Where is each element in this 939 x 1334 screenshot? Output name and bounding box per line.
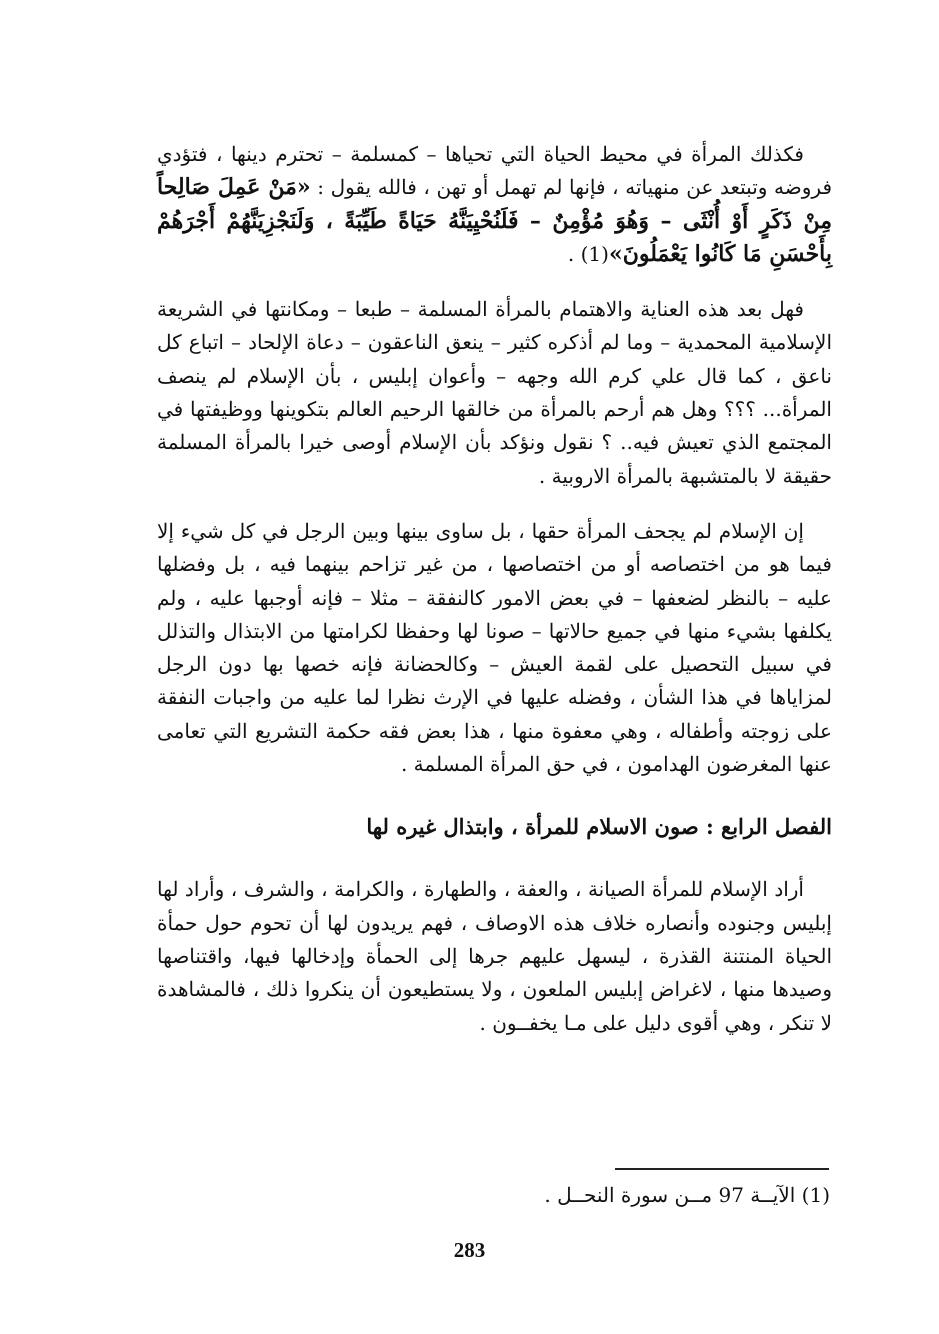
paragraph-4: أراد الإسلام للمرأة الصيانة ، والعفة ، والطهارة ، والكرامة ، والشرف ، وأراد لها إبليس وجنوده وأنصاره خلاف هذه الاوصاف ، فهم يريدون لها أن تحوم حول حمأة الحياة المنتنة القذرة ، ليسهل عليهم جرها إلى الحمأة وإدخالها فيها، واقتناصها وصيدها منها ، لاغراض إبليس الملعون ، ولا يستطيعون أن ينكروا ذلك ، فالمشاهدة لا تنكر ، وهي أقوى دليل على مـا يخفــون . (157, 877, 832, 1035)
main-text (157, 138, 832, 1040)
footnote-divider (615, 1168, 829, 1170)
paragraph-1-text: فكذلك المرأة في محيط الحياة التي تحياها – كمسلمة – تحترم دينها ، فتؤدي فروضه وتبتعد عن منهياته ، فإنها لم تهمل أو تهن ، فالله يقول : (157, 142, 832, 200)
paragraph-3: إن الإسلام لم يجحف المرأة حقها ، بل ساوى بينها وبين الرجل في كل شيء إلا فيما هو من اختصاصه أو من اختصاصها ، من غير تزاحم بينهما فيه ، بل وفضلها عليه – بالنظر لضعفها – في بعض الامور كالنفقة – مثلا – فإنه أوجبها عليه ، ولم يكلفها بشيء منها في جميع حالاتها – صونا لها وحفظا لكرامتها من الابتذال والتذلل في سبيل التحصيل على لقمة العيش – وكالحضانة فإنه خصها بها دون الرجل لمزاياها في هذا الشأن ، وفضله عليها في الإرث نظرا لما عليه من واجبات النفقة على زوجته وأطفاله ، وهي معفوة منها ، هذا بعض فقه حكمة التشريع التي تعامى عنها المغرضون الهدامون ، في حق المرأة المسلمة . (157, 518, 833, 777)
footnote-reference: (1) . (567, 241, 609, 266)
quran-verse: «مَنْ عَمِلَ صَالِحاً مِنْ ذَكَرٍ أَوْ أُنْثَى – وَهُوَ مُؤْمِنٌ – فَلَنُحْيِيَنَّهُ حَيَاةً طَيِّبَةً ، وَلَنَجْزِيَنَّهُمْ أَجْرَهُمْ بِأَحْسَنِ مَا كَانُوا يَعْمَلُونَ» (157, 174, 832, 267)
footnote: (1) الآيــة 97 مــن سورة النحــل . (544, 1183, 830, 1207)
page-number: 283 (453, 1238, 486, 1262)
chapter-heading: الفصل الرابع : صون الاسلام للمرأة ، وابتذال غيره لها (366, 814, 832, 840)
paragraph-2: فهل بعد هذه العناية والاهتمام بالمرأة المسلمة – طبعا – ومكانتها في الشريعة الإسلامية المحمدية – وما لم أذكره كثير – ينعق الناعقون – دعاة الإلحاد – اتباع كل ناعق ، كما قال علي كرم الله وجهه – وأعوان إبليس ، بأن الإسلام لم ينصف المرأة... ؟؟؟ وهل هم أرحم بالمرأة من خالقها الرحيم العالم بتكوينها ووظيفتها في المجتمع الذي تعيش فيه.. ؟ نقول ونؤكد بأن الإسلام أوصى خيرا بالمرأة المسلمة حقيقة لا بالمتشبهة بالمرأة الاروبية . (157, 297, 832, 488)
paragraph-1 (157, 138, 832, 271)
